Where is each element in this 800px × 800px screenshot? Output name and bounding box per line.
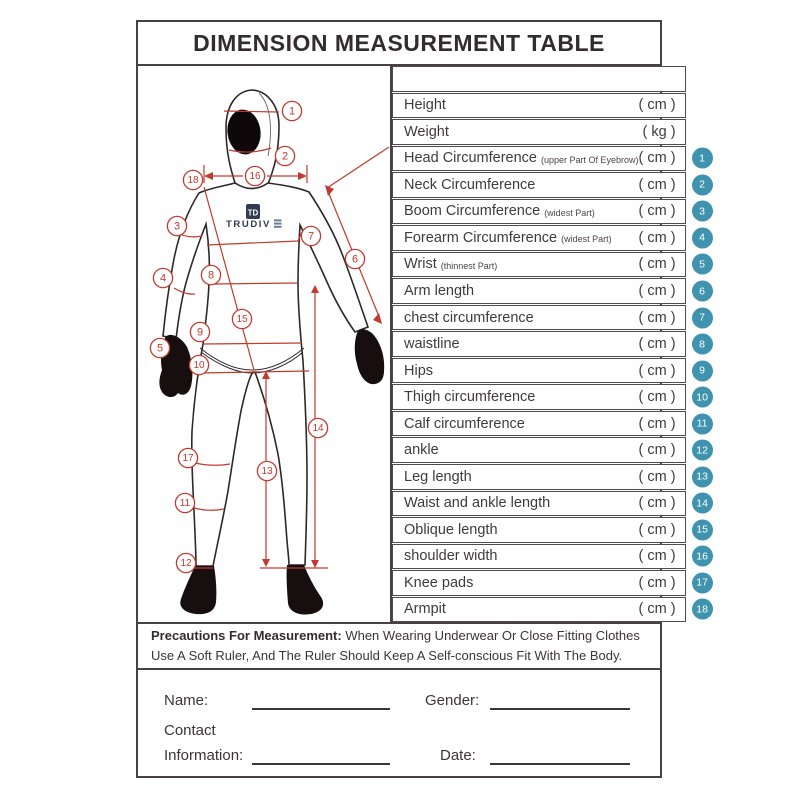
svg-text:7: 7 xyxy=(307,230,315,243)
title-bar xyxy=(138,22,660,66)
date-field-line[interactable] xyxy=(490,749,630,765)
svg-text:15: 15 xyxy=(236,314,248,325)
row-number-badge: 17 xyxy=(692,572,713,593)
figure-annotation-8 xyxy=(201,265,220,284)
figure-annotation-6 xyxy=(345,249,364,268)
table-row xyxy=(392,252,705,278)
figure-annotation-12 xyxy=(176,553,195,572)
row-number-badge: 4 xyxy=(692,227,713,248)
row-number-badge: 9 xyxy=(692,360,713,381)
table-row xyxy=(392,278,705,304)
name-field-line[interactable] xyxy=(252,694,390,710)
row-number-badge: 1 xyxy=(692,148,713,169)
precautions-heading: Precautions For Measurement: xyxy=(151,628,342,643)
row-unit: ( cm ) xyxy=(638,442,676,459)
row-label: Boom Circumference xyxy=(404,203,541,220)
row-label: Knee pads xyxy=(404,574,474,591)
logo-brand-text: TRUDIV xyxy=(226,219,271,230)
row-label: Thigh circumference xyxy=(404,389,536,406)
row-number-badge: 11 xyxy=(692,413,713,434)
contact-section xyxy=(138,670,660,776)
row-number-badge: 15 xyxy=(692,519,713,540)
row-label: Wrist xyxy=(404,256,437,273)
row-number-badge: 14 xyxy=(692,493,713,514)
svg-text:12: 12 xyxy=(180,558,192,569)
row-unit: ( cm ) xyxy=(638,229,676,246)
figure-annotation-14 xyxy=(308,418,327,437)
row-unit: ( cm ) xyxy=(638,150,676,167)
figure-annotation-2 xyxy=(275,146,294,165)
contact-label-line1: Contact xyxy=(164,722,216,739)
row-unit: ( cm ) xyxy=(638,495,676,512)
svg-text:13: 13 xyxy=(261,466,273,477)
row-unit: ( cm ) xyxy=(638,203,676,220)
row-label: waistline xyxy=(404,336,460,353)
page-title: DIMENSION MEASUREMENT TABLE xyxy=(193,29,605,56)
svg-text:8: 8 xyxy=(207,269,215,282)
row-label: Leg length xyxy=(404,468,472,485)
row-label: Waist and ankle length xyxy=(404,495,551,512)
row-unit: ( kg ) xyxy=(642,123,676,140)
table-row xyxy=(392,172,705,198)
row-label: Oblique length xyxy=(404,521,498,538)
row-number-badge: 18 xyxy=(692,599,713,620)
arm-length-extension xyxy=(327,147,389,188)
row-unit: ( cm ) xyxy=(638,176,676,193)
gender-label: Gender: xyxy=(425,692,480,709)
row-number-badge: 8 xyxy=(692,334,713,355)
row-number-badge: 16 xyxy=(692,546,713,567)
figure-annotation-9 xyxy=(190,322,209,341)
figure-annotation-4 xyxy=(153,268,172,287)
right-glove xyxy=(355,329,384,384)
table-row xyxy=(392,305,705,331)
row-unit: ( cm ) xyxy=(638,309,676,326)
row-number-badge: 12 xyxy=(692,440,713,461)
table-row xyxy=(392,517,708,543)
table-row xyxy=(392,491,708,517)
svg-text:1: 1 xyxy=(288,105,296,118)
table-row xyxy=(392,199,705,225)
figure-annotation-5 xyxy=(150,338,169,357)
row-sublabel: (upper Part Of Eyebrow) xyxy=(540,154,639,165)
figure-annotation-1 xyxy=(282,101,301,120)
svg-text:14: 14 xyxy=(312,423,324,434)
row-label: Calf circumference xyxy=(404,415,525,432)
row-label: ankle xyxy=(404,442,439,459)
row-number-badge: 5 xyxy=(692,254,713,275)
row-label: Hips xyxy=(404,362,434,379)
row-number-badge: 3 xyxy=(692,201,713,222)
figure-annotation-17 xyxy=(178,448,197,467)
logo-letter-e-icon xyxy=(274,219,282,227)
row-unit: ( cm ) xyxy=(638,415,676,432)
row-label: Weight xyxy=(404,123,449,140)
row-number-badge: 13 xyxy=(692,466,713,487)
figure-annotation-11 xyxy=(175,493,194,512)
table-row xyxy=(392,384,708,410)
svg-text:11: 11 xyxy=(179,498,191,509)
row-unit: ( cm ) xyxy=(638,468,676,485)
row-unit: ( cm ) xyxy=(638,256,676,273)
figure-annotation-16 xyxy=(245,166,264,185)
svg-text:16: 16 xyxy=(249,171,261,182)
table-row xyxy=(392,358,705,384)
table-row xyxy=(392,225,705,251)
contact-field-line[interactable] xyxy=(252,749,390,765)
row-number-badge: 7 xyxy=(692,307,713,328)
table-row xyxy=(392,437,708,463)
precautions-text: When Wearing Underwear Or Close Fitting Clothes Use A Soft Ruler, And The Ruler Should Keep A Self-conscious Fit With The Body. xyxy=(151,628,640,663)
row-unit: ( cm ) xyxy=(638,97,676,114)
svg-text:2: 2 xyxy=(281,150,289,163)
date-label: Date: xyxy=(440,747,476,764)
svg-text:18: 18 xyxy=(187,175,199,186)
wetsuit-figure xyxy=(138,66,390,622)
row-label: Armpit xyxy=(404,601,446,618)
row-unit: ( cm ) xyxy=(638,521,676,538)
right-boot xyxy=(287,565,324,615)
row-sublabel: (widest Part) xyxy=(544,207,595,218)
row-unit: ( cm ) xyxy=(638,601,676,618)
row-unit: ( cm ) xyxy=(638,362,676,379)
table-row xyxy=(392,93,686,119)
figure-annotation-3 xyxy=(167,216,186,235)
contact-label-line2: Information: xyxy=(164,747,244,764)
svg-text:3: 3 xyxy=(173,220,181,233)
table-row xyxy=(392,119,686,145)
name-label: Name: xyxy=(164,692,209,709)
figure-annotation-18 xyxy=(183,170,202,189)
body-figure-panel xyxy=(138,66,392,622)
row-sublabel: (thinnest Part) xyxy=(440,260,498,271)
gender-field-line[interactable] xyxy=(490,694,630,710)
row-unit: ( cm ) xyxy=(638,336,676,353)
row-label: shoulder width xyxy=(404,548,498,565)
row-label: Neck Circumference xyxy=(404,176,536,193)
svg-text:4: 4 xyxy=(159,272,167,285)
row-unit: ( cm ) xyxy=(638,389,676,406)
row-label: chest circumference xyxy=(404,309,534,326)
svg-text:6: 6 xyxy=(351,253,359,266)
row-unit: ( cm ) xyxy=(638,283,676,300)
table-row xyxy=(392,146,705,172)
row-number-badge: 10 xyxy=(692,387,713,408)
row-number-badge: 6 xyxy=(692,281,713,302)
table-row xyxy=(392,464,708,490)
row-unit: ( cm ) xyxy=(638,574,676,591)
logo-monogram: TD xyxy=(247,208,259,218)
svg-text:17: 17 xyxy=(182,453,194,464)
table-row xyxy=(392,570,708,596)
main-area xyxy=(138,66,708,622)
row-label: Head Circumference xyxy=(404,150,537,167)
sheet-frame xyxy=(136,20,708,778)
svg-text:10: 10 xyxy=(193,360,205,371)
figure-annotation-13 xyxy=(257,461,276,480)
precautions-note xyxy=(138,622,660,670)
figure-annotation-7 xyxy=(301,226,320,245)
figure-annotation-15 xyxy=(232,309,251,328)
figure-annotation-10 xyxy=(189,355,208,374)
row-label: Forearm Circumference xyxy=(404,229,558,246)
table-row xyxy=(392,597,708,623)
table-row xyxy=(392,411,708,437)
table-row xyxy=(392,331,705,357)
measurement-table xyxy=(392,66,708,622)
row-number-badge: 2 xyxy=(692,174,713,195)
table-row-empty xyxy=(392,66,686,92)
row-unit: ( cm ) xyxy=(638,548,676,565)
row-sublabel: (widest Part) xyxy=(561,234,612,245)
svg-text:9: 9 xyxy=(196,326,204,339)
svg-text:5: 5 xyxy=(156,342,164,355)
row-label: Height xyxy=(404,97,446,114)
row-label: Arm length xyxy=(404,283,475,300)
table-row xyxy=(392,544,708,570)
